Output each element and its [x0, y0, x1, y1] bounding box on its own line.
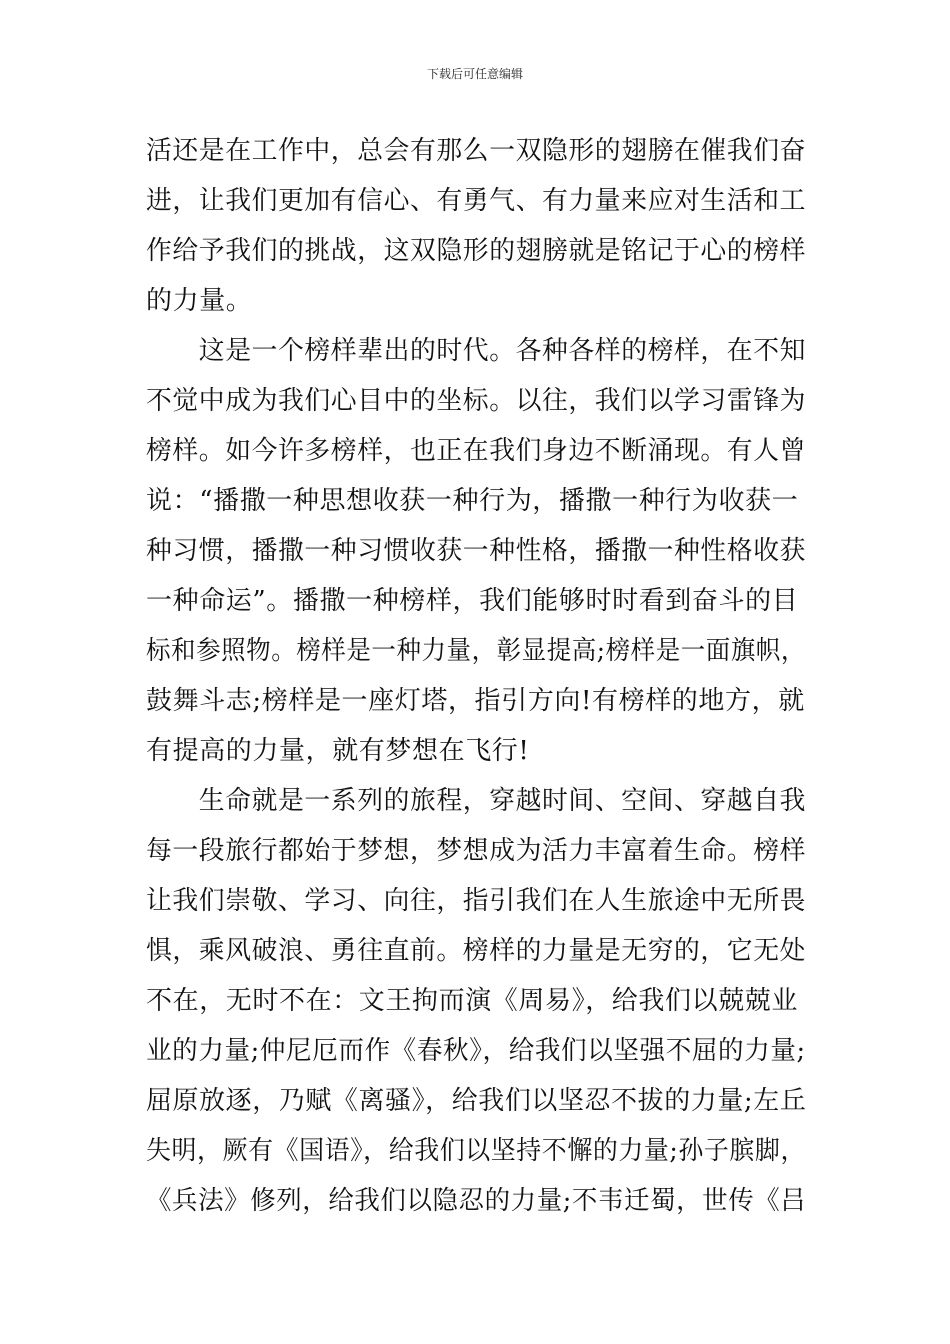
text-line: 不在，无时不在：文王拘而演《周易》，给我们以兢兢业 — [146, 986, 799, 1016]
text-line: 不觉中成为我们心目中的坐标。以往，我们以学习雷锋为 — [146, 386, 807, 416]
document-body — [146, 126, 806, 1226]
text-line: 有提高的力量，就有梦想在飞行! — [146, 736, 530, 766]
text-line: 惧，乘风破浪、勇往直前。榜样的力量是无穷的，它无处 — [146, 936, 807, 966]
text-line: 鼓舞斗志;榜样是一座灯塔，指引方向!有榜样的地方，就 — [146, 686, 805, 716]
text-line: 标和参照物。榜样是一种力量，彰显提高;榜样是一面旗帜， — [146, 636, 806, 666]
text-line: 一种命运”。播撒一种榜样，我们能够时时看到奋斗的目 — [146, 586, 799, 616]
text-line: 进，让我们更加有信心、有勇气、有力量来应对生活和工 — [146, 186, 807, 216]
text-line: 失明，厥有《国语》，给我们以坚持不懈的力量;孙子膑脚， — [146, 1136, 806, 1166]
text-line: 种习惯，播撒一种习惯收获一种性格，播撒一种性格收获 — [146, 536, 807, 566]
text-line: 榜样。如今许多榜样，也正在我们身边不断涌现。有人曾 — [146, 436, 807, 466]
text-line: 作给予我们的挑战，这双隐形的翅膀就是铭记于心的榜样 — [146, 236, 807, 266]
text-line: 《兵法》修列，给我们以隐忍的力量;不韦迁蜀，世传《吕 — [146, 1186, 807, 1216]
text-line: 这是一个榜样辈出的时代。各种各样的榜样，在不知 — [146, 336, 807, 366]
text-line: 每一段旅行都始于梦想，梦想成为活力丰富着生命。榜样 — [146, 836, 807, 866]
text-line: 生命就是一系列的旅程，穿越时间、空间、穿越自我 — [146, 786, 807, 816]
text-line: 让我们崇敬、学习、向往，指引我们在人生旅途中无所畏 — [146, 886, 807, 916]
text-line: 屈原放逐，乃赋《离骚》，给我们以坚忍不拔的力量;左丘 — [146, 1086, 807, 1116]
text-line: 说：“播撒一种思想收获一种行为，播撒一种行为收获一 — [146, 486, 799, 516]
text-line: 业的力量;仲尼厄而作《春秋》，给我们以坚强不屈的力量; — [146, 1036, 806, 1066]
page-header: 下载后可任意编辑 — [426, 67, 523, 81]
text-line: 的力量。 — [146, 286, 253, 316]
text-line: 活还是在工作中，总会有那么一双隐形的翅膀在催我们奋 — [146, 136, 807, 166]
